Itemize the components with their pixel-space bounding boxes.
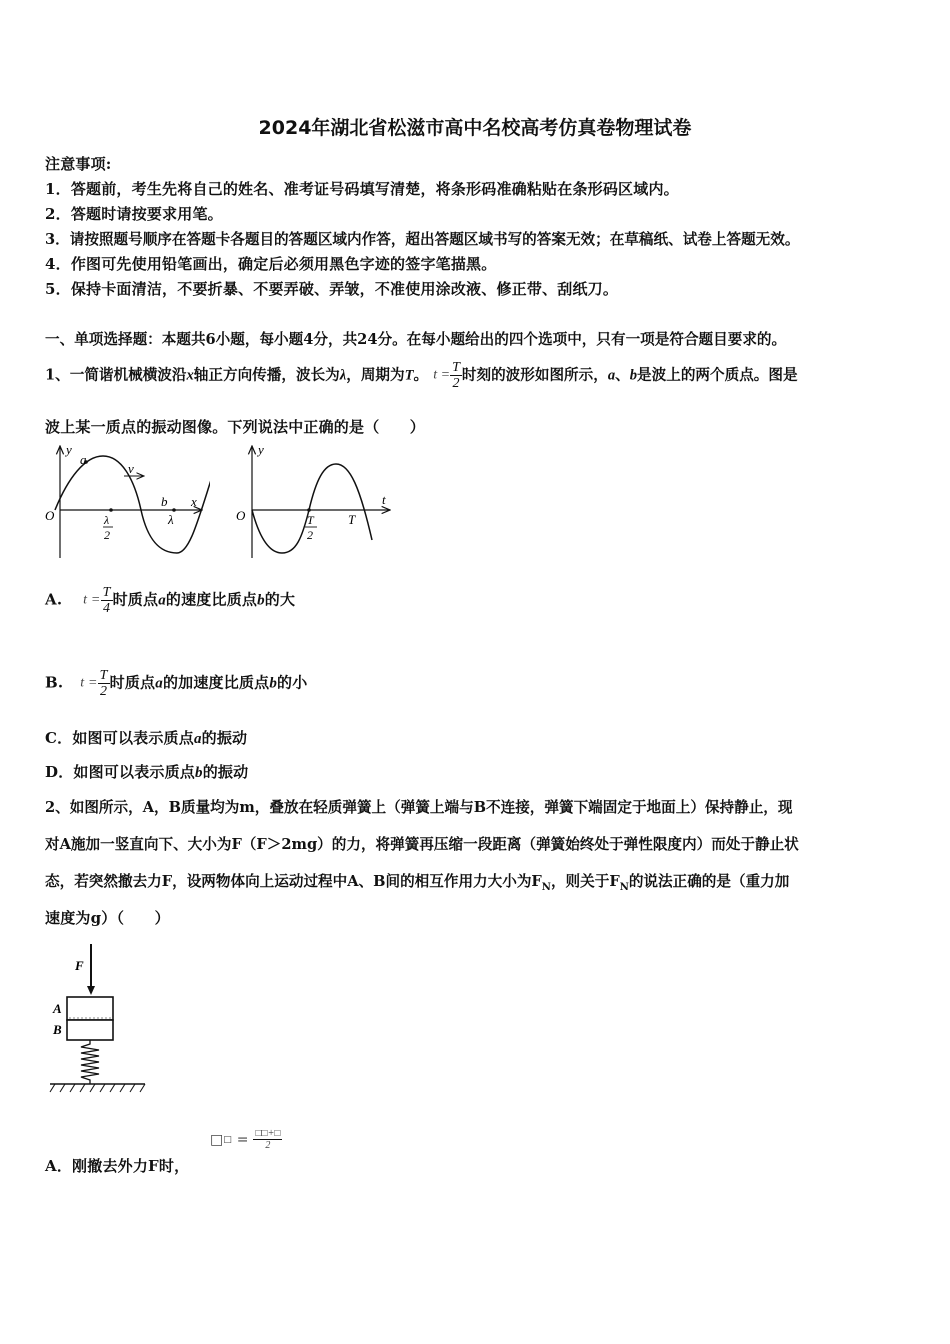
q1-text: 1、一简谐机械横波沿 [45,366,187,384]
half-lambda-den: 2 [104,528,110,542]
q2-text: ，则关于F [550,873,620,890]
x-axis-label: x [191,494,197,509]
q1-text: ，周期为 [346,366,405,384]
label-v: v [128,461,134,476]
y-axis-label: y [66,442,72,457]
option-text: 时质点 [109,673,156,692]
q1-t-equals: t = [433,367,451,383]
block-b [67,1020,113,1040]
q2-option-a-formula [210,1128,282,1151]
formula-equals: = [236,1131,249,1148]
notice-item: 3．请按照题号顺序在答题卡各题目的答题区域内作答，超出答题区域书写的答案无效；在草稿纸、试卷上答题无效。 [45,231,800,248]
q1-text: 、 [615,366,630,384]
t-equals: t = [83,592,101,608]
q2-stem-line2: 对A施加一竖直向下、大小为F（F＞2mg）的力，将弹簧再压缩一段距离（弹簧始终处于弹性限度内）而处于静止状 [45,836,799,853]
block-a [67,997,113,1020]
option-text: 的振动 [201,729,248,747]
option-label: B. [45,673,64,692]
q1-var-b: b [629,367,638,384]
notice-item: 4．作图可先使用铅笔画出，确定后必须用黑色字迹的签字笔描黑。 [45,255,497,273]
page-title: 2024年湖北省松滋市高中名校高考仿真卷物理试卷 [258,117,692,139]
half-T-num: T [307,513,314,527]
half-T-den: 2 [307,528,313,542]
option-text: D．如图可以表示质点 [45,763,196,781]
q2-stem-line4: 速度为g）（ ） [45,909,170,927]
t-axis-label: t [382,492,386,507]
q1-var-a: a [607,367,616,384]
fraction-numerator: T [99,668,108,683]
q1-text: 时刻的波形如图所示， [461,366,608,384]
q1-option-d [45,761,248,782]
q1-var-x: x [186,367,194,384]
t-equals: t = [80,675,98,691]
notice-heading: 注意事项: [45,155,112,173]
notice-item: 2．答题时请按要求用笔。 [45,205,223,223]
point-half-T [307,508,311,512]
force-arrowhead [87,986,95,995]
option-fraction [98,668,110,699]
q2-text: 的说法正确的是（重力加 [628,873,790,890]
q1-text: 轴正方向传播，波长为 [193,366,340,384]
option-text: 的振动 [202,763,249,781]
origin-label: O [45,508,55,523]
q1-text: 。 [413,366,429,384]
y-axis-label: y [258,442,264,457]
option-var: a [155,675,163,692]
spring [81,1040,99,1084]
fraction-denominator: 2 [100,684,108,699]
option-label: A. [45,590,63,609]
q2-stem-line3 [45,870,789,893]
q1-option-a [45,585,295,616]
formula-subscript: □ [223,1134,232,1145]
option-text: 的速度比质点 [165,590,258,609]
q1-option-c [45,727,247,748]
section-heading: 一、单项选择题：本题共6小题，每小题4分，共24分。在每小题给出的四个选项中，只有一项是符合题目要求的。 [45,331,787,348]
label-a: a [80,452,87,467]
q1-option-b [45,668,307,699]
vibration-graph-figure [230,440,395,562]
half-lambda-num: λ [104,513,110,527]
subscript-N: N [619,881,629,893]
label-B: B [53,1022,62,1037]
formula-fraction [253,1128,282,1151]
wave-graph-figure [40,440,210,562]
fraction-numerator: □□+□ [255,1128,281,1139]
label-b: b [161,494,168,509]
label-A: A [53,1001,62,1016]
T-label: T [348,512,356,527]
q1-var-lambda: λ [339,367,347,384]
q1-stem-line2: 波上某一质点的振动图像。下列说法中正确的是（ ） [45,418,426,436]
option-var: a [193,731,202,747]
q1-text: 是波上的两个质点。图是 [637,366,798,384]
option-text: 的大 [264,590,296,609]
q2-option-a: A．刚撤去外力F时， [45,1157,190,1175]
fraction-numerator: T [452,360,460,375]
q1-stem-line1 [45,360,798,391]
fraction-denominator: 4 [102,601,111,616]
q1-fraction [450,360,462,391]
q2-stem-line1: 2、如图所示，A，B质量均为m，叠放在轻质弹簧上（弹簧上端与B不连接，弹簧下端固定于地面上）保持静止，现 [45,799,793,816]
option-text: C．如图可以表示质点 [45,729,194,747]
lambda-label: λ [168,512,174,527]
spring-blocks-figure [45,942,150,1097]
option-text: 的加速度比质点 [162,673,270,692]
option-text: 的小 [277,673,308,692]
subscript-N: N [541,881,551,893]
option-fraction [101,585,113,616]
option-var: b [269,675,278,692]
q2-text: 态，若突然撤去力F，设两物体向上运动过程中A、B间的相互作用力大小为F [45,873,542,890]
fraction-denominator: 2 [265,1140,271,1151]
notice-item: 1．答题前，考生先将自己的姓名、准考证号码填写清楚，将条形码准确粘贴在条形码区域内。 [45,180,679,198]
force-label: F [75,958,84,973]
option-var: b [195,765,203,781]
point-half-lambda [109,508,113,512]
option-text: 时质点 [112,590,159,609]
origin-label: O [236,508,246,523]
option-var: a [158,592,166,609]
q1-var-T: T [404,367,414,384]
fraction-denominator: 2 [452,376,460,391]
notice-item: 5．保持卡面清洁，不要折暴、不要弄破、弄皱，不准使用涂改液、修正带、刮纸刀。 [45,280,619,298]
ground-hatching [50,1084,145,1092]
formula-symbol: □ [210,1131,224,1148]
fraction-numerator: T [102,585,111,600]
option-var: b [257,592,265,609]
